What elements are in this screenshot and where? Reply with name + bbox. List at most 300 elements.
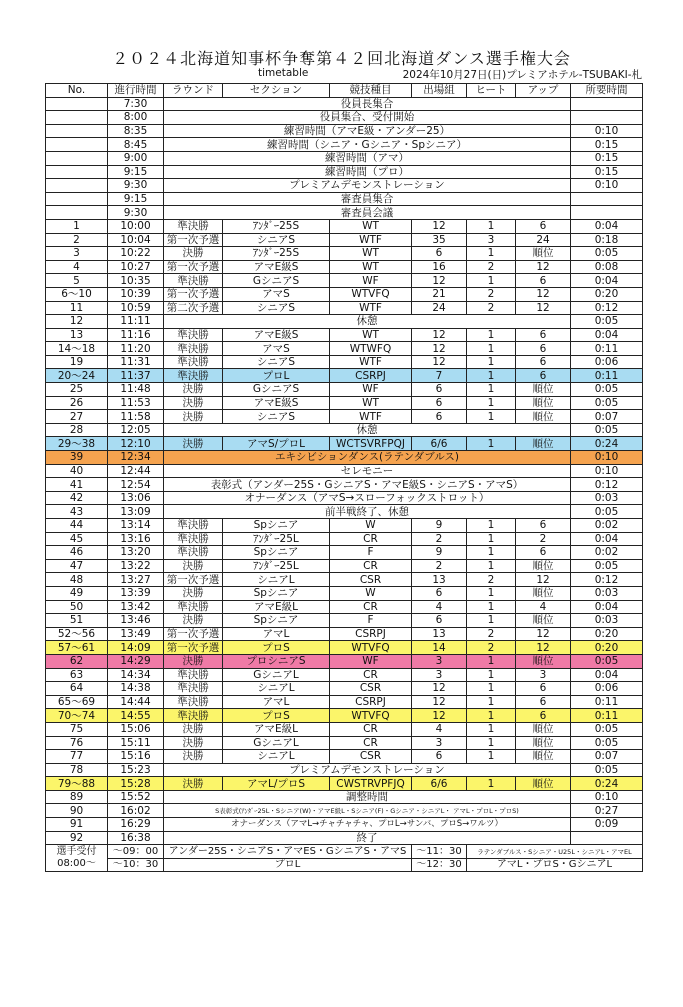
cell-duration: 0:10: [571, 464, 643, 478]
cell-no: 42: [46, 491, 108, 505]
cell-time: 15:16: [108, 750, 164, 764]
cell-round: 準決勝: [164, 274, 223, 288]
cell-section: アマE級S: [223, 396, 330, 410]
cell-heat: 1: [467, 586, 516, 600]
table-row: [46, 233, 643, 247]
cell-time: 11:37: [108, 369, 164, 383]
cell-no: 29〜38: [46, 437, 108, 451]
cell-round: 決勝: [164, 247, 223, 261]
cell-duration: 0:05: [571, 423, 643, 437]
cell-no: 76: [46, 736, 108, 750]
cell-duration: 0:27: [571, 804, 643, 818]
cell-time: 11:58: [108, 410, 164, 424]
timetable-label: timetable: [258, 67, 309, 79]
cell-dance: WT: [330, 328, 412, 342]
cell-no: 6〜10: [46, 287, 108, 301]
cell-time: 15:52: [108, 790, 164, 804]
cell-couples: 12: [412, 342, 467, 356]
cell-up: 6: [516, 328, 571, 342]
cell-dance: WT: [330, 396, 412, 410]
cell-round: 準決勝: [164, 519, 223, 533]
cell-event: 休憩: [164, 315, 571, 329]
cell-couples: 6/6: [412, 777, 467, 791]
cell-dance: WT: [330, 247, 412, 261]
cell-round: 決勝: [164, 383, 223, 397]
cell-dance: WT: [330, 260, 412, 274]
cell-time: 7:30: [108, 97, 164, 111]
cell-section: アマE級S: [223, 328, 330, 342]
cell-time: 12:54: [108, 478, 164, 492]
table-row: [46, 478, 643, 492]
cell-time: 9:30: [108, 179, 164, 193]
cell-duration: 0:05: [571, 396, 643, 410]
cell-no: 50: [46, 600, 108, 614]
cell-no: 3: [46, 247, 108, 261]
cell-heat: 1: [467, 396, 516, 410]
cell-dance: CR: [330, 559, 412, 573]
cell-dance: WTF: [330, 233, 412, 247]
cell-section: シニアL: [223, 682, 330, 696]
cell-up: 順位: [516, 750, 571, 764]
cell-section: ｱﾝﾀﾞｰ25L: [223, 532, 330, 546]
cell-duration: 0:10: [571, 451, 643, 465]
cell-no: 48: [46, 573, 108, 587]
table-row: [46, 410, 643, 424]
cell-up: 24: [516, 233, 571, 247]
cell-section: アマS/プロL: [223, 437, 330, 451]
table-row: [46, 138, 643, 152]
cell-event: 調整時間: [164, 790, 571, 804]
cell-duration: 0:20: [571, 627, 643, 641]
cell-duration: 0:05: [571, 247, 643, 261]
cell-up: 順位: [516, 437, 571, 451]
cell-couples: 12: [412, 695, 467, 709]
table-row: [46, 287, 643, 301]
cell-couples: 13: [412, 627, 467, 641]
cell-duration: 0:12: [571, 301, 643, 315]
cell-time: 14:29: [108, 654, 164, 668]
cell-dance: CWSTRVPFJQ: [330, 777, 412, 791]
cell-heat: 1: [467, 600, 516, 614]
col-header-couples: 出場組: [412, 84, 467, 98]
cell-dance: WTWFQ: [330, 342, 412, 356]
cell-duration: 0:12: [571, 573, 643, 587]
cell-round: 決勝: [164, 559, 223, 573]
cell-time: 12:44: [108, 464, 164, 478]
cell-up: 6: [516, 519, 571, 533]
cell-duration: 0:03: [571, 586, 643, 600]
cell-couples: 35: [412, 233, 467, 247]
cell-no: 19: [46, 355, 108, 369]
cell-dance: WTF: [330, 355, 412, 369]
cell-time: 15:11: [108, 736, 164, 750]
table-row: [46, 342, 643, 356]
cell-duration: [571, 111, 643, 125]
cell-dance: CSR: [330, 750, 412, 764]
cell-couples: 12: [412, 709, 467, 723]
cell-couples: 2: [412, 532, 467, 546]
cell-no: [46, 165, 108, 179]
cell-heat: 3: [467, 233, 516, 247]
cell-up: 6: [516, 695, 571, 709]
cell-round: 決勝: [164, 736, 223, 750]
cell-dance: CR: [330, 736, 412, 750]
cell-duration: 0:05: [571, 559, 643, 573]
cell-up: 12: [516, 260, 571, 274]
cell-duration: 0:18: [571, 233, 643, 247]
table-row: [46, 274, 643, 288]
cell-section: プロS: [223, 641, 330, 655]
cell-duration: 0:04: [571, 532, 643, 546]
cell-duration: 0:11: [571, 369, 643, 383]
cell-duration: 0:04: [571, 219, 643, 233]
cell-no: 4: [46, 260, 108, 274]
cell-time: 8:35: [108, 124, 164, 138]
cell-dance: W: [330, 586, 412, 600]
cell-dance: CSRPJ: [330, 695, 412, 709]
cell-round: 決勝: [164, 410, 223, 424]
cell-heat: 1: [467, 559, 516, 573]
cell-couples: 2: [412, 559, 467, 573]
cell-dance: WF: [330, 274, 412, 288]
table-row: [46, 206, 643, 220]
cell-section: Spシニア: [223, 614, 330, 628]
cell-duration: 0:15: [571, 165, 643, 179]
cell-no: 91: [46, 818, 108, 832]
cell-dance: CSRPJ: [330, 627, 412, 641]
table-row: [46, 464, 643, 478]
cell-time: 11:31: [108, 355, 164, 369]
cell-no: 40: [46, 464, 108, 478]
table-row: [46, 695, 643, 709]
cell-no: 5: [46, 274, 108, 288]
cell-heat: 2: [467, 641, 516, 655]
cell-no: 63: [46, 668, 108, 682]
cell-section: アマL: [223, 695, 330, 709]
cell-heat: 1: [467, 383, 516, 397]
cell-round: 第一次予選: [164, 641, 223, 655]
cell-time: 13:14: [108, 519, 164, 533]
cell-time: 13:16: [108, 532, 164, 546]
cell-time: 13:20: [108, 546, 164, 560]
cell-up: 6: [516, 219, 571, 233]
cell-time: 13:27: [108, 573, 164, 587]
cell-time: 10:00: [108, 219, 164, 233]
cell-dance: WTF: [330, 301, 412, 315]
col-header-time: 進行時間: [108, 84, 164, 98]
cell-couples: 7: [412, 369, 467, 383]
cell-time: 10:27: [108, 260, 164, 274]
cell-round: 準決勝: [164, 342, 223, 356]
cell-couples: 3: [412, 668, 467, 682]
table-row: [46, 451, 643, 465]
cell-time: 11:16: [108, 328, 164, 342]
cell-time: 10:59: [108, 301, 164, 315]
cell-round: 決勝: [164, 777, 223, 791]
cell-duration: 0:02: [571, 546, 643, 560]
cell-no: [46, 206, 108, 220]
table-row: [46, 328, 643, 342]
cell-no: [46, 138, 108, 152]
cell-time: 14:55: [108, 709, 164, 723]
cell-time: 16:29: [108, 818, 164, 832]
cell-event: プレミアムデモンストレーション: [164, 763, 571, 777]
footer-row: [46, 858, 643, 872]
page-title: ２０２４北海道知事杯争奪第４２回北海道ダンス選手権大会: [112, 49, 571, 68]
cell-round: 準決勝: [164, 369, 223, 383]
cell-couples: 24: [412, 301, 467, 315]
cell-no: [46, 192, 108, 206]
cell-event: 表彰式（アンダー25S・GシニアS・アマE級S・シニアS・アマS）: [164, 478, 571, 492]
cell-dance: CSR: [330, 573, 412, 587]
cell-duration: 0:11: [571, 695, 643, 709]
cell-duration: 0:03: [571, 614, 643, 628]
cell-couples: 12: [412, 355, 467, 369]
cell-time: 12:10: [108, 437, 164, 451]
cell-heat: 1: [467, 736, 516, 750]
cell-no: [46, 111, 108, 125]
cell-round: 決勝: [164, 437, 223, 451]
cell-no: 43: [46, 505, 108, 519]
cell-dance: F: [330, 614, 412, 628]
cell-event: 練習時間（プロ）: [164, 165, 571, 179]
cell-duration: 0:12: [571, 478, 643, 492]
cell-no: 52〜56: [46, 627, 108, 641]
cell-event: 審査員会議: [164, 206, 571, 220]
table-row: [46, 559, 643, 573]
cell-round: 準決勝: [164, 600, 223, 614]
cell-up: 6: [516, 342, 571, 356]
cell-couples: 12: [412, 219, 467, 233]
cell-up: 6: [516, 546, 571, 560]
table-row: [46, 586, 643, 600]
cell-round: 準決勝: [164, 219, 223, 233]
cell-heat: 1: [467, 654, 516, 668]
cell-heat: 2: [467, 627, 516, 641]
cell-up: 12: [516, 627, 571, 641]
cell-time: 13:46: [108, 614, 164, 628]
cell-round: 第一次予選: [164, 627, 223, 641]
reception-cell: [46, 845, 108, 872]
cell-no: 12: [46, 315, 108, 329]
cell-event: 練習時間（シニア・Gシニア・Spシニア）: [164, 138, 571, 152]
cell-event: セレモニー: [164, 464, 571, 478]
cell-heat: 1: [467, 695, 516, 709]
table-row: [46, 383, 643, 397]
cell-couples: 6: [412, 614, 467, 628]
col-header-section: セクション: [223, 84, 330, 98]
cell-section: アマL/プロS: [223, 777, 330, 791]
cell-no: 92: [46, 831, 108, 845]
cell-duration: 0:20: [571, 287, 643, 301]
cell-dance: CR: [330, 722, 412, 736]
cell-section: シニアL: [223, 573, 330, 587]
cell-dance: WT: [330, 219, 412, 233]
cell-dance: CR: [330, 532, 412, 546]
cell-time: 14:38: [108, 682, 164, 696]
cell-section: アマS: [223, 287, 330, 301]
cell-event: 役員長集合: [164, 97, 571, 111]
cell-dance: WCTSVRFPQJ: [330, 437, 412, 451]
subheader: [45, 67, 642, 81]
cell-up: 3: [516, 668, 571, 682]
cell-duration: 0:07: [571, 750, 643, 764]
cell-time: 12:05: [108, 423, 164, 437]
cell-up: 順位: [516, 736, 571, 750]
cell-couples: 6: [412, 750, 467, 764]
cell-no: 11: [46, 301, 108, 315]
cell-no: 70〜74: [46, 709, 108, 723]
cell-dance: WTVFQ: [330, 709, 412, 723]
table-row: [46, 804, 643, 818]
cell-duration: 0:06: [571, 682, 643, 696]
table-row: [46, 654, 643, 668]
cell-section: アマE級L: [223, 600, 330, 614]
cell-no: 27: [46, 410, 108, 424]
table-row: [46, 151, 643, 165]
cell-no: 49: [46, 586, 108, 600]
cell-heat: 2: [467, 260, 516, 274]
cell-event: 練習時間（アマ）: [164, 151, 571, 165]
cell-duration: 0:05: [571, 654, 643, 668]
table-row: [46, 505, 643, 519]
cell-time: 11:53: [108, 396, 164, 410]
cell-dance: WTVFQ: [330, 641, 412, 655]
table-row: [46, 763, 643, 777]
cell-time: 9:00: [108, 151, 164, 165]
cell-event: S表彰式(ｱﾝﾀﾞｰ25L・Sシニア(W)・アマE級L・Sシニア(F)・Gシニア・シニアL・ アマL・プロL・プロS): [164, 804, 571, 818]
cell-event: 終了: [164, 831, 571, 845]
col-header-dance: 競技種目: [330, 84, 412, 98]
cell-no: 20〜24: [46, 369, 108, 383]
cell-section: GシニアL: [223, 668, 330, 682]
cell-time: 8:00: [108, 111, 164, 125]
cell-duration: 0:05: [571, 505, 643, 519]
cell-duration: 0:05: [571, 383, 643, 397]
cell-no: 44: [46, 519, 108, 533]
cell-duration: 0:04: [571, 328, 643, 342]
timetable-table: [45, 83, 643, 872]
cell-duration: 0:06: [571, 355, 643, 369]
col-header-no: No.: [46, 84, 108, 98]
cell-heat: 2: [467, 287, 516, 301]
cell-section: ｱﾝﾀﾞｰ25S: [223, 219, 330, 233]
cell-no: 57〜61: [46, 641, 108, 655]
cell-dance: WF: [330, 383, 412, 397]
cell-duration: 0:11: [571, 709, 643, 723]
cell-section: GシニアS: [223, 274, 330, 288]
cell-event: オナーダンス（アマL→チャチャチャ、プロL→サンバ、プロS→ワルツ）: [164, 818, 571, 832]
cell-section: シニアL: [223, 750, 330, 764]
cell-couples: 12: [412, 274, 467, 288]
cell-no: [46, 97, 108, 111]
cell-round: 準決勝: [164, 695, 223, 709]
cell-duration: 0:05: [571, 722, 643, 736]
cell-round: 決勝: [164, 750, 223, 764]
cell-section: Spシニア: [223, 519, 330, 533]
table-row: [46, 97, 643, 111]
cell-time: 10:39: [108, 287, 164, 301]
cell-time: 14:44: [108, 695, 164, 709]
cell-time: 15:23: [108, 763, 164, 777]
cell-round: 準決勝: [164, 668, 223, 682]
reception-label: 選手受付: [56, 846, 97, 858]
cell-no: 51: [46, 614, 108, 628]
cell-heat: 1: [467, 777, 516, 791]
cell-round: 第一次予選: [164, 233, 223, 247]
table-row: [46, 641, 643, 655]
cell-time: 11:11: [108, 315, 164, 329]
cell-duration: 0:11: [571, 342, 643, 356]
cell-dance: WTF: [330, 410, 412, 424]
cell-no: 65〜69: [46, 695, 108, 709]
cell-section: ｱﾝﾀﾞｰ25L: [223, 559, 330, 573]
col-header-round: ラウンド: [164, 84, 223, 98]
cell-dance: WF: [330, 654, 412, 668]
cell-time: 13:06: [108, 491, 164, 505]
cell-dance: W: [330, 519, 412, 533]
table-row: [46, 165, 643, 179]
footer-time1: 〜10：30: [108, 858, 164, 872]
cell-event: オナーダンス（アマS→スローフォックストロット）: [164, 491, 571, 505]
cell-section: アマE級L: [223, 722, 330, 736]
col-header-duration: 所要時間: [571, 84, 643, 98]
cell-no: 90: [46, 804, 108, 818]
table-body: [46, 97, 643, 845]
cell-heat: 1: [467, 709, 516, 723]
cell-time: 9:30: [108, 206, 164, 220]
cell-heat: 1: [467, 668, 516, 682]
cell-round: 準決勝: [164, 328, 223, 342]
cell-heat: 1: [467, 355, 516, 369]
cell-duration: 0:02: [571, 519, 643, 533]
cell-no: 89: [46, 790, 108, 804]
cell-duration: 0:10: [571, 790, 643, 804]
table-row: [46, 423, 643, 437]
cell-time: 9:15: [108, 165, 164, 179]
cell-up: 2: [516, 532, 571, 546]
footer-time1: 〜09：00: [108, 845, 164, 859]
cell-section: GシニアL: [223, 736, 330, 750]
cell-up: 6: [516, 369, 571, 383]
footer-sections1: アンダー25S・シニアS・アマES・GシニアS・アマS: [164, 845, 412, 859]
cell-up: 12: [516, 287, 571, 301]
cell-no: [46, 179, 108, 193]
cell-duration: 0:08: [571, 260, 643, 274]
cell-round: 第一次予選: [164, 287, 223, 301]
cell-time: 15:06: [108, 722, 164, 736]
table-row: [46, 831, 643, 845]
cell-heat: 1: [467, 682, 516, 696]
cell-no: 62: [46, 654, 108, 668]
cell-heat: 1: [467, 437, 516, 451]
col-header-up: アップ: [516, 84, 571, 98]
cell-heat: 1: [467, 328, 516, 342]
cell-time: 13:49: [108, 627, 164, 641]
cell-time: 13:09: [108, 505, 164, 519]
cell-up: 順位: [516, 383, 571, 397]
cell-section: シニアS: [223, 301, 330, 315]
cell-no: 14〜18: [46, 342, 108, 356]
cell-duration: 0:04: [571, 600, 643, 614]
cell-round: 準決勝: [164, 709, 223, 723]
table-row: [46, 192, 643, 206]
cell-couples: 6: [412, 396, 467, 410]
cell-duration: 0:04: [571, 668, 643, 682]
cell-couples: 6: [412, 586, 467, 600]
cell-section: シニアS: [223, 233, 330, 247]
cell-section: シニアS: [223, 355, 330, 369]
